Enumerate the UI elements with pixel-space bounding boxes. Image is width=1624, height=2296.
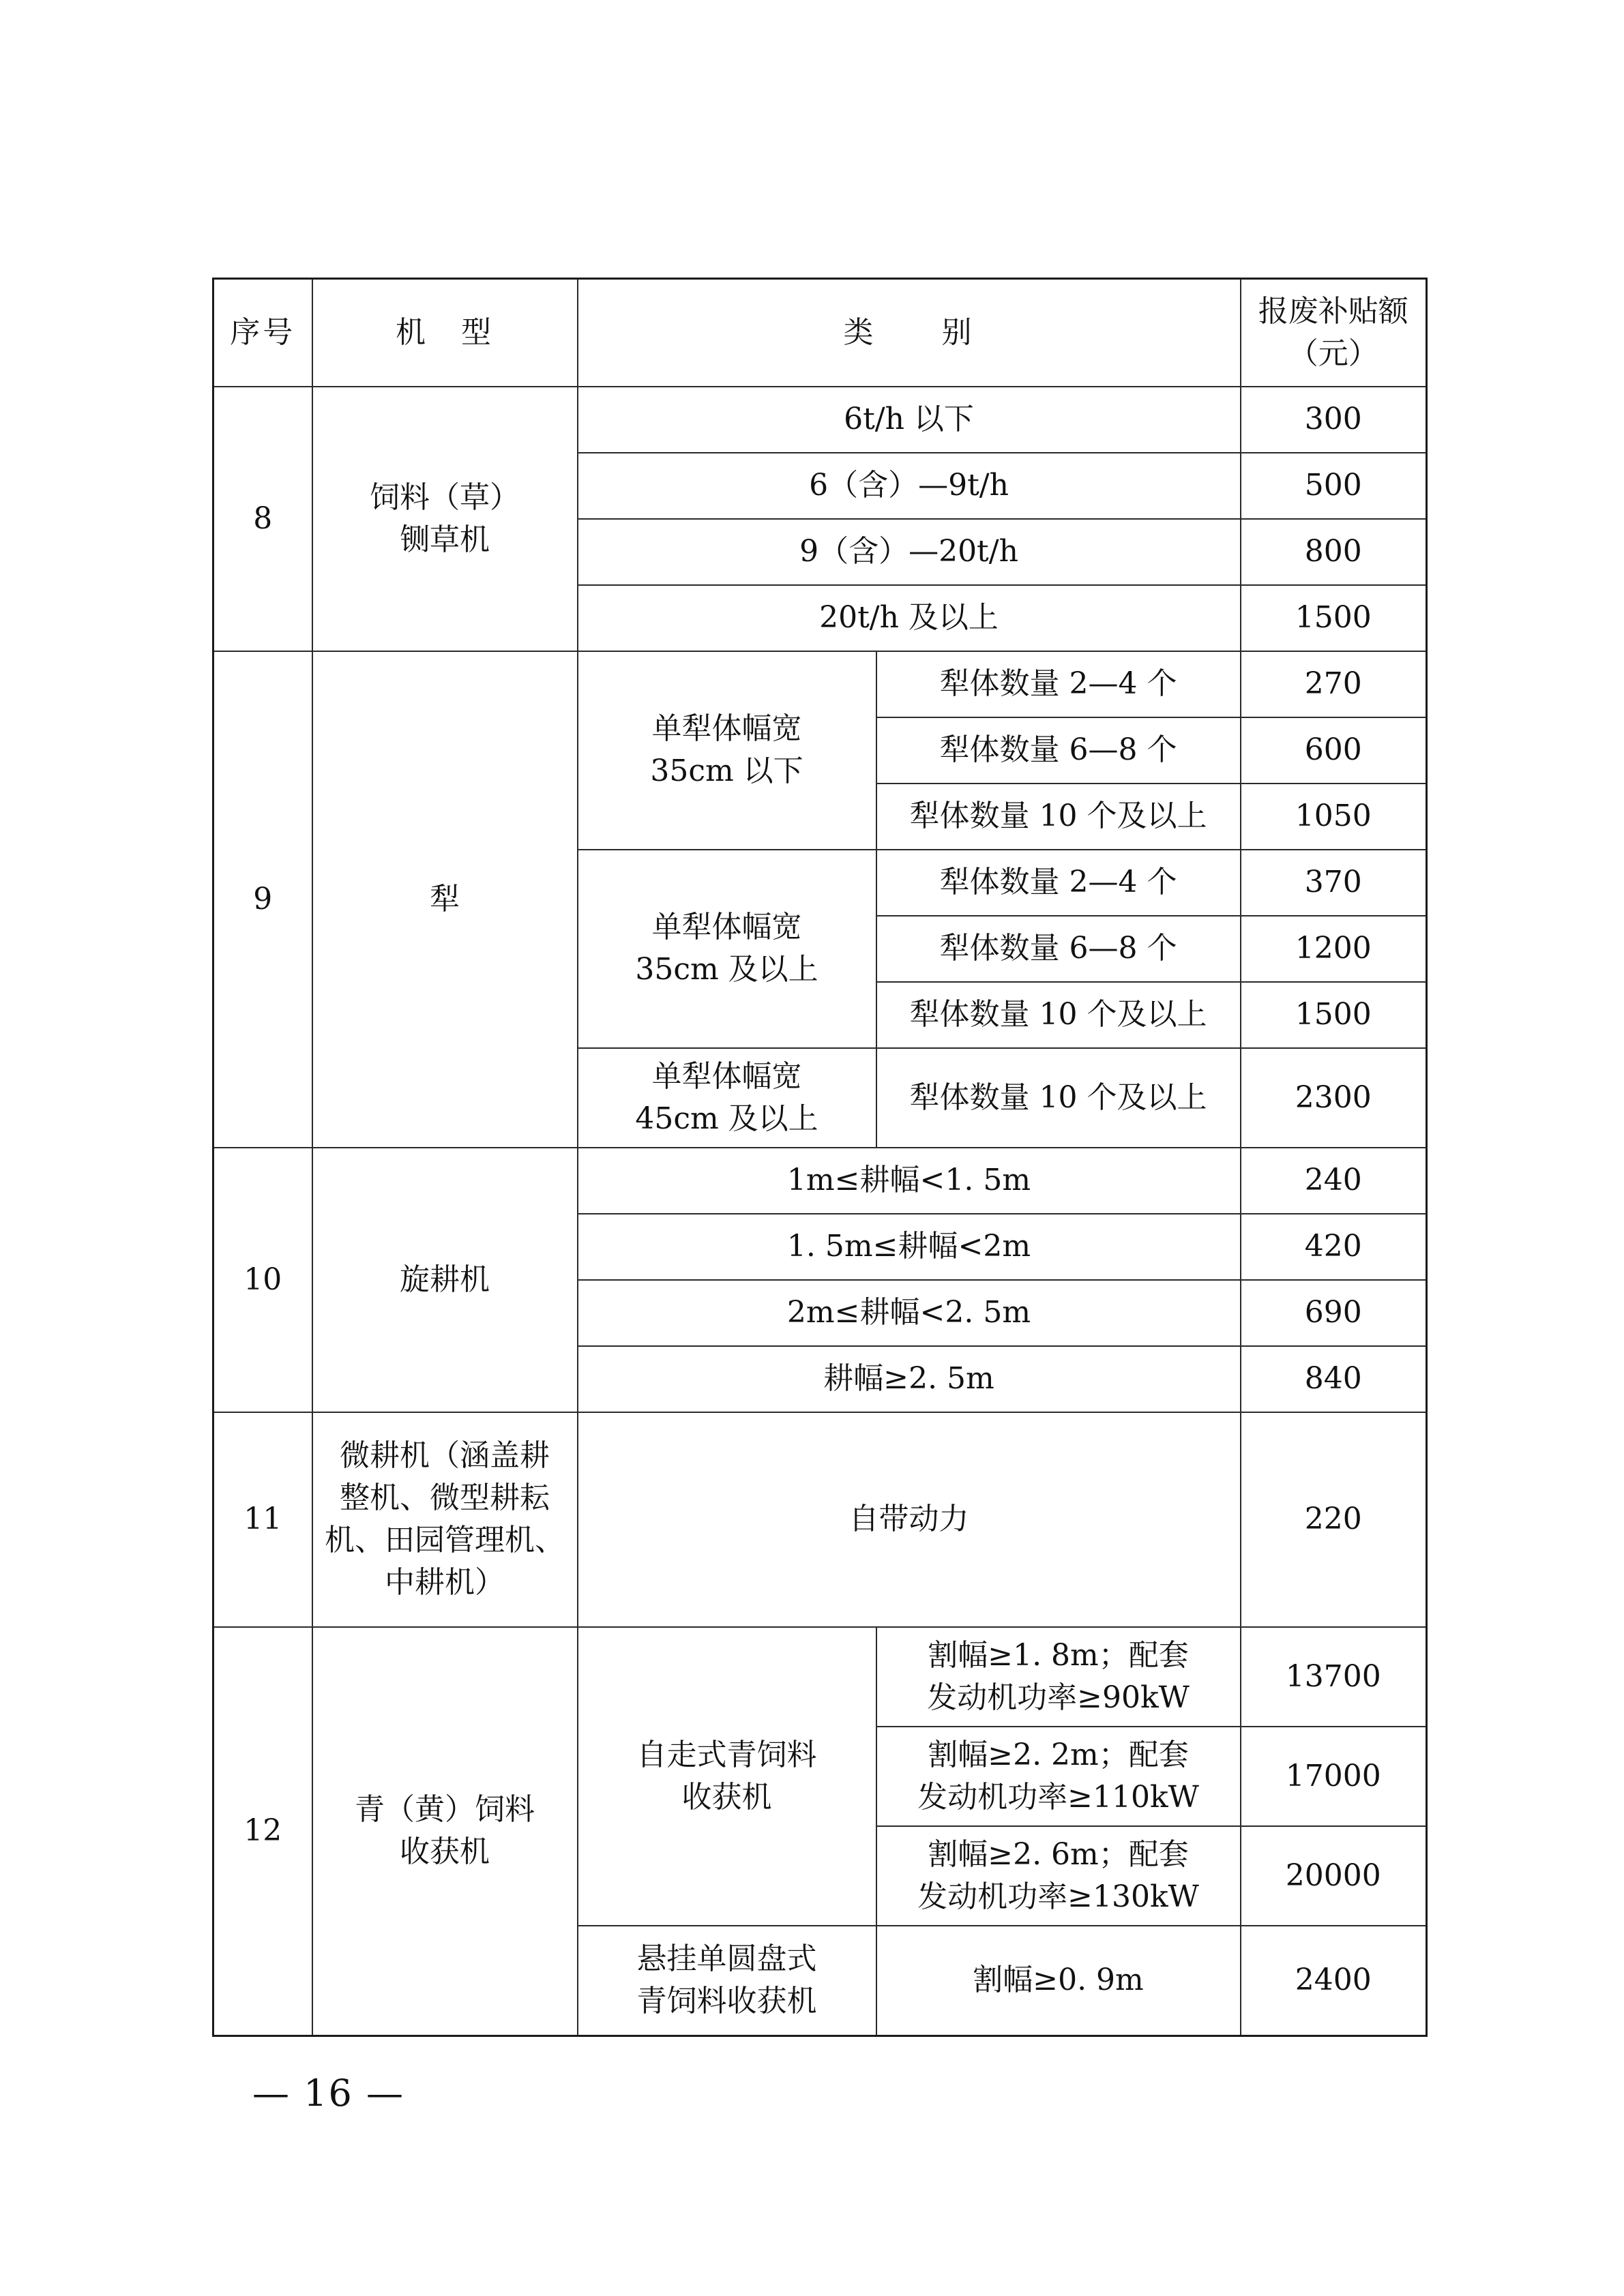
subsidy-cell: 1200 — [1241, 916, 1427, 982]
subsidy-cell: 270 — [1241, 651, 1427, 717]
subsidy-cell: 2300 — [1241, 1048, 1427, 1148]
subcategory-cell: 单犁体幅宽 35cm 及以上 — [578, 850, 876, 1048]
category-cell: 犁体数量 10 个及以上 — [876, 784, 1241, 850]
subsidy-cell: 1500 — [1241, 982, 1427, 1048]
subcategory-cell: 单犁体幅宽 45cm 及以上 — [578, 1048, 876, 1148]
category-cell: 割幅≥0. 9m — [876, 1926, 1241, 2036]
category-cell: 2m≤耕幅<2. 5m — [578, 1280, 1241, 1346]
model-cell: 旋耕机 — [312, 1148, 578, 1412]
subsidy-cell: 220 — [1241, 1412, 1427, 1627]
subsidy-table — [212, 278, 1428, 2037]
subsidy-cell: 800 — [1241, 519, 1427, 585]
subsidy-cell: 600 — [1241, 717, 1427, 784]
subcategory-cell: 自走式青饲料 收获机 — [578, 1627, 876, 1926]
category-cell: 6t/h 以下 — [578, 387, 1241, 453]
category-cell: 犁体数量 2—4 个 — [876, 651, 1241, 717]
seq-cell: 9 — [213, 651, 312, 1148]
subsidy-cell: 690 — [1241, 1280, 1427, 1346]
seq-cell: 10 — [213, 1148, 312, 1412]
category-cell: 割幅≥2. 6m；配套 发动机功率≥130kW — [876, 1826, 1241, 1926]
subsidy-cell: 370 — [1241, 850, 1427, 916]
table-row — [213, 1412, 1427, 1627]
subsidy-cell: 500 — [1241, 453, 1427, 519]
category-cell: 6（含）—9t/h — [578, 453, 1241, 519]
table-row — [213, 1148, 1427, 1214]
category-cell: 自带动力 — [578, 1412, 1241, 1627]
category-cell: 割幅≥2. 2m；配套 发动机功率≥110kW — [876, 1727, 1241, 1826]
category-cell: 犁体数量 2—4 个 — [876, 850, 1241, 916]
seq-cell: 11 — [213, 1412, 312, 1627]
category-cell: 耕幅≥2. 5m — [578, 1346, 1241, 1412]
header-category: 类 别 — [578, 279, 1241, 387]
header-row — [213, 279, 1427, 387]
category-cell: 犁体数量 10 个及以上 — [876, 982, 1241, 1048]
subsidy-cell: 420 — [1241, 1214, 1427, 1280]
seq-cell: 12 — [213, 1627, 312, 2036]
subsidy-cell: 17000 — [1241, 1727, 1427, 1826]
category-cell: 犁体数量 6—8 个 — [876, 916, 1241, 982]
subsidy-cell: 20000 — [1241, 1826, 1427, 1926]
model-cell: 犁 — [312, 651, 578, 1148]
seq-cell: 8 — [213, 387, 312, 651]
page-number: — 16 — — [252, 2072, 405, 2115]
model-cell: 青（黄）饲料 收获机 — [312, 1627, 578, 2036]
category-cell: 割幅≥1. 8m；配套 发动机功率≥90kW — [876, 1627, 1241, 1727]
category-cell: 1. 5m≤耕幅<2m — [578, 1214, 1241, 1280]
category-cell: 犁体数量 6—8 个 — [876, 717, 1241, 784]
table-row — [213, 651, 1427, 717]
subcategory-cell: 悬挂单圆盘式 青饲料收获机 — [578, 1926, 876, 2036]
subsidy-cell: 13700 — [1241, 1627, 1427, 1727]
header-subsidy: 报废补贴额 （元） — [1241, 279, 1427, 387]
subsidy-cell: 840 — [1241, 1346, 1427, 1412]
model-cell: 饲料（草） 铡草机 — [312, 387, 578, 651]
subsidy-cell: 300 — [1241, 387, 1427, 453]
subsidy-cell: 240 — [1241, 1148, 1427, 1214]
category-cell: 9（含）—20t/h — [578, 519, 1241, 585]
subcategory-cell: 单犁体幅宽 35cm 以下 — [578, 651, 876, 850]
model-cell: 微耕机（涵盖耕 整机、微型耕耘 机、田园管理机、 中耕机） — [312, 1412, 578, 1627]
subsidy-cell: 2400 — [1241, 1926, 1427, 2036]
category-cell: 20t/h 及以上 — [578, 585, 1241, 651]
subsidy-cell: 1050 — [1241, 784, 1427, 850]
subsidy-cell: 1500 — [1241, 585, 1427, 651]
header-model: 机 型 — [312, 279, 578, 387]
table-row — [213, 387, 1427, 453]
table-row — [213, 1627, 1427, 1727]
header-seq: 序号 — [213, 279, 312, 387]
category-cell: 犁体数量 10 个及以上 — [876, 1048, 1241, 1148]
category-cell: 1m≤耕幅<1. 5m — [578, 1148, 1241, 1214]
